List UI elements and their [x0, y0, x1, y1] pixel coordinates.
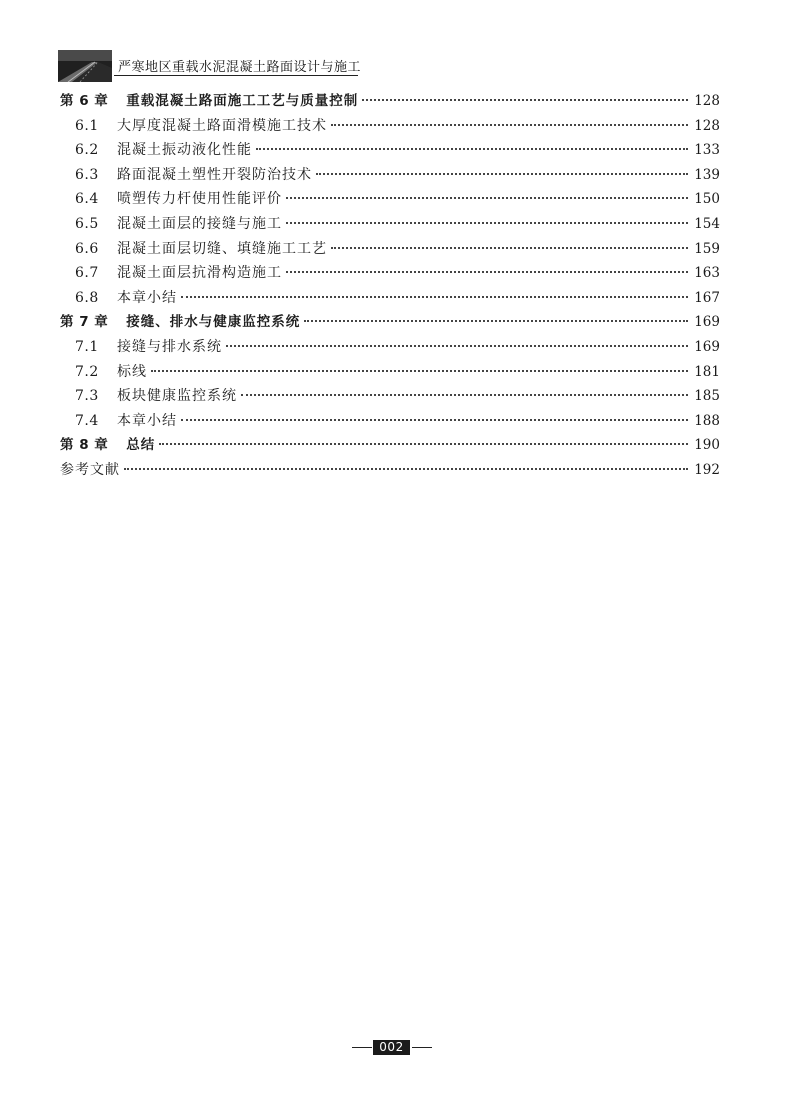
dot-leader — [331, 124, 688, 126]
toc-entry-title: 混凝土振动液化性能 — [117, 142, 252, 159]
dot-leader — [286, 197, 688, 199]
dot-leader — [304, 320, 688, 322]
toc-entry-title: 喷塑传力杆使用性能评价 — [117, 191, 282, 208]
toc-entry-number: 6.1 — [75, 117, 99, 134]
dot-leader — [256, 148, 688, 150]
toc-entry-title: 大厚度混凝土路面滑模施工技术 — [117, 117, 327, 134]
footer-rule-right — [412, 1047, 432, 1048]
dot-leader — [331, 247, 688, 249]
toc-entry-number: 6.2 — [75, 142, 99, 159]
toc-entry-number: 第 8 章 — [60, 437, 109, 454]
toc-entry-page: 190 — [694, 437, 720, 454]
page-footer — [352, 1040, 432, 1056]
toc-entry-page: 154 — [694, 215, 720, 232]
toc-entry-number: 6.8 — [75, 289, 99, 306]
toc-section-entry[interactable] — [60, 163, 720, 188]
page-number: 002 — [373, 1040, 410, 1055]
toc-entry-number: 7.1 — [75, 338, 99, 355]
toc-entry-number: 第 7 章 — [60, 314, 109, 331]
toc-entry-page: 169 — [694, 338, 720, 355]
toc-entry-number: 第 6 章 — [60, 93, 109, 109]
toc-section-entry[interactable] — [60, 335, 720, 360]
dot-leader — [362, 99, 688, 101]
road-photo-icon — [58, 50, 112, 82]
toc-chapter-entry[interactable] — [60, 310, 720, 335]
toc-entry-page: 188 — [694, 412, 720, 429]
footer-rule-left — [352, 1047, 372, 1048]
toc-section-entry[interactable] — [60, 360, 720, 385]
toc-entry-page: 185 — [694, 388, 720, 405]
toc-entry[interactable] — [60, 458, 720, 483]
toc-section-entry[interactable] — [60, 212, 720, 237]
dot-leader — [181, 419, 688, 421]
toc-entry-page: 192 — [694, 461, 720, 478]
toc-section-entry[interactable] — [60, 384, 720, 409]
table-of-contents — [60, 89, 720, 483]
header-rule — [114, 75, 358, 76]
dot-leader — [159, 443, 688, 445]
toc-entry-title: 混凝土面层抗滑构造施工 — [117, 265, 282, 282]
toc-section-entry[interactable] — [60, 409, 720, 434]
toc-entry-title: 路面混凝土塑性开裂防治技术 — [117, 166, 312, 183]
toc-entry-title: 总结 — [126, 437, 156, 454]
dot-leader — [226, 345, 688, 347]
toc-entry-page: 128 — [694, 93, 720, 109]
toc-entry-title: 本章小结 — [117, 412, 177, 429]
toc-entry-page: 128 — [694, 117, 720, 134]
toc-section-entry[interactable] — [60, 261, 720, 286]
toc-section-entry[interactable] — [60, 237, 720, 262]
toc-entry-title: 重载混凝土路面施工工艺与质量控制 — [126, 93, 359, 109]
dot-leader — [286, 271, 688, 273]
toc-section-entry[interactable] — [60, 286, 720, 311]
toc-section-entry[interactable] — [60, 138, 720, 163]
toc-entry-number: 6.3 — [75, 166, 99, 183]
toc-section-entry[interactable] — [60, 114, 720, 139]
toc-entry-page: 150 — [694, 191, 720, 208]
toc-entry-page: 133 — [694, 142, 720, 159]
toc-entry-page: 163 — [694, 265, 720, 282]
toc-entry-page: 169 — [694, 314, 720, 331]
toc-chapter-entry[interactable] — [60, 89, 720, 114]
toc-entry-title: 混凝土面层的接缝与施工 — [117, 215, 282, 232]
dot-leader — [241, 394, 688, 396]
toc-entry-title: 标线 — [117, 363, 147, 380]
toc-entry-page: 181 — [694, 363, 720, 380]
toc-entry-number: 6.7 — [75, 265, 99, 282]
toc-entry-number: 6.4 — [75, 191, 99, 208]
toc-entry-title: 参考文献 — [60, 461, 120, 478]
toc-entry-page: 159 — [694, 240, 720, 257]
toc-entry-page: 167 — [694, 289, 720, 306]
toc-entry-number: 6.5 — [75, 215, 99, 232]
toc-entry-title: 本章小结 — [117, 289, 177, 306]
dot-leader — [316, 173, 688, 175]
dot-leader — [124, 468, 688, 470]
toc-entry-title: 接缝与排水系统 — [117, 338, 222, 355]
toc-entry-number: 7.3 — [75, 388, 99, 405]
toc-section-entry[interactable] — [60, 187, 720, 212]
running-header — [58, 50, 362, 82]
toc-entry-number: 7.4 — [75, 412, 99, 429]
toc-entry-page: 139 — [694, 166, 720, 183]
toc-entry-title: 板块健康监控系统 — [117, 388, 237, 405]
dot-leader — [181, 296, 688, 298]
toc-entry-title: 混凝土面层切缝、填缝施工工艺 — [117, 240, 327, 257]
toc-entry-number: 6.6 — [75, 240, 99, 257]
toc-chapter-entry[interactable] — [60, 433, 720, 458]
book-title: 严寒地区重载水泥混凝土路面设计与施工 — [118, 60, 362, 75]
dot-leader — [286, 222, 688, 224]
toc-entry-number: 7.2 — [75, 363, 99, 380]
toc-entry-title: 接缝、排水与健康监控系统 — [126, 314, 301, 331]
dot-leader — [151, 370, 688, 372]
